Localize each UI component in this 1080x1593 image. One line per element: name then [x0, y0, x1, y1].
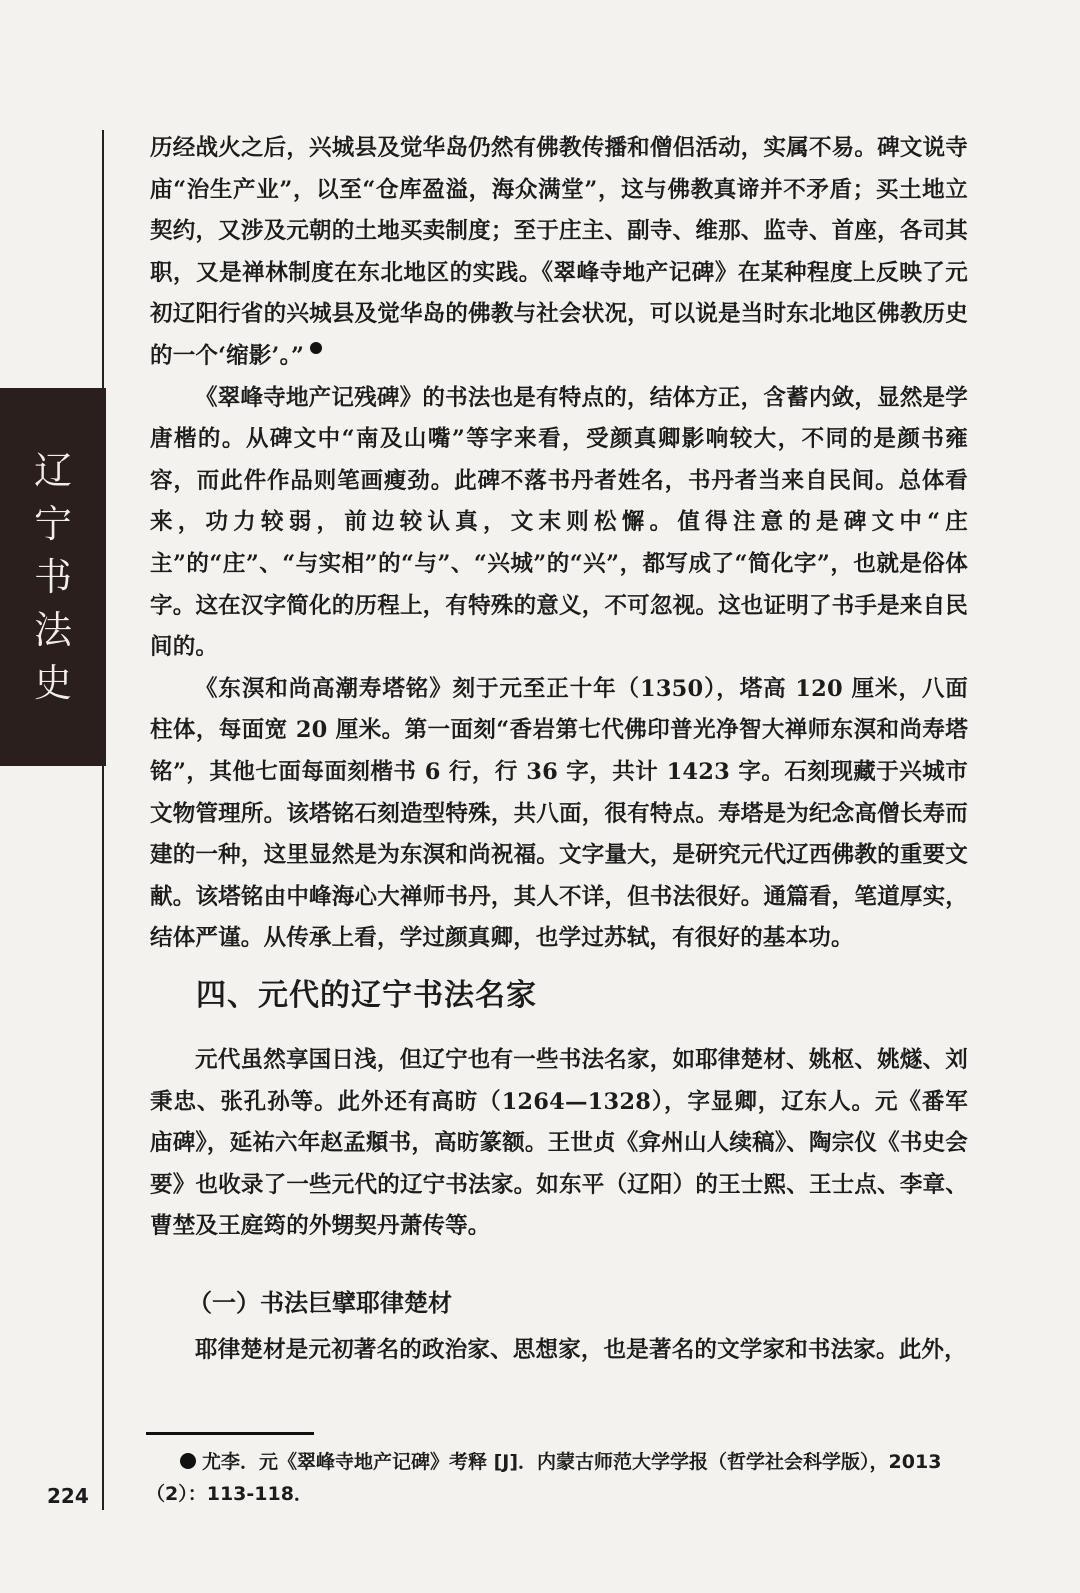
page-number: 224 [47, 1484, 89, 1508]
side-tab-char: 史 [33, 660, 72, 705]
paragraph-4: 元代虽然享国日浅，但辽宁也有一些书法名家，如耶律楚材、姚枢、姚燧、刘秉忠、张孔孙等。此外还有高昉（1264—1328），字显卿，辽东人。元《番军庙碑》，延祐六年赵孟頫书，高昉篆额。王世贞《弇州山人续稿》、陶宗仪《书史会要》也收录了一些元代的辽宁书法家。如东平（辽阳）的王士熙、王士点、李章、曹埜及王庭筠的外甥契丹萧传等。 [150, 1047, 968, 1240]
side-tab-char: 辽 [33, 448, 72, 493]
footnote [146, 1446, 966, 1510]
section-body-text [150, 1040, 968, 1248]
side-tab-char: 宁 [33, 501, 72, 546]
paragraph-5: 耶律楚材是元初著名的政治家、思想家，也是著名的文学家和书法家。此外， [195, 1337, 967, 1363]
paragraph-3: 《东溟和尚高潮寿塔铭》刻于元至正十年（1350），塔高 120 厘米，八面柱体，每面宽 20 厘米。第一面刻“香岩第七代佛印普光净智大禅师东溟和尚寿塔铭”，其他七面每面刻楷书 6 行，行 36 字，共计 1423 字。石刻现藏于兴城市文物管理所。该塔铭石刻造型特殊，共八面，很有特点。寿塔是为纪念高僧长寿而建的一种，这里显然是为东溟和尚祝福。文字量大，是研究元代辽西佛教的重要文献。该塔铭由中峰海心大禅师书丹，其人不详，但书法很好。通篇看，笔道厚实，结体严谨。从传承上看，学过颜真卿，也学过苏轼，有很好的基本功。 [150, 675, 968, 952]
section-heading: 四、元代的辽宁书法名家 [196, 978, 537, 1013]
footnote-text: 尤李．元《翠峰寺地产记碑》考释 [J]．内蒙古师范大学学报（哲学社会科学版），2013（2）：113-118． [146, 1451, 942, 1505]
subsection-heading: （一）书法巨擘耶律楚材 [188, 1289, 452, 1317]
footnote-marker-icon [310, 342, 322, 354]
paragraph-1-text: 历经战火之后，兴城县及觉华岛仍然有佛教传播和僧侣活动，实属不易。碑文说寺庙“治生产业”，以至“仓库盈溢，海众满堂”，这与佛教真谛并不矛盾；买土地立契约，又涉及元朝的土地买卖制度；至于庄主、副寺、维那、监寺、首座，各司其职，又是禅林制度在东北地区的实践。《翠峰寺地产记碑》在某种程度上反映了元初辽阳行省的兴城县及觉华岛的佛教与社会状况，可以说是当时东北地区佛教历史的一个‘缩影’。” [150, 135, 968, 369]
footnote-rule [146, 1432, 314, 1435]
subsection-body-text [150, 1330, 968, 1372]
paragraph-1 [150, 128, 968, 378]
side-tab-char: 书 [33, 554, 72, 599]
margin-rule [102, 130, 104, 1510]
side-tab-char: 法 [33, 607, 72, 652]
footnote-bullet-icon [180, 1453, 196, 1469]
book-title-side-tab [0, 388, 106, 766]
upper-body-text [150, 128, 968, 960]
paragraph-2: 《翠峰寺地产记残碑》的书法也是有特点的，结体方正，含蓄内敛，显然是学唐楷的。从碑文中“南及山嘴”等字来看，受颜真卿影响较大，不同的是颜书雍容，而此件作品则笔画瘦劲。此碑不落书丹者姓名，书丹者当来自民间。总体看来，功力较弱，前边较认真，文末则松懈。值得注意的是碑文中“庄主”的“庄”、“与实相”的“与”、“兴城”的“兴”，都写成了“简化字”，也就是俗体字。这在汉字简化的历程上，有特殊的意义，不可忽视。这也证明了书手是来自民间的。 [150, 384, 968, 661]
